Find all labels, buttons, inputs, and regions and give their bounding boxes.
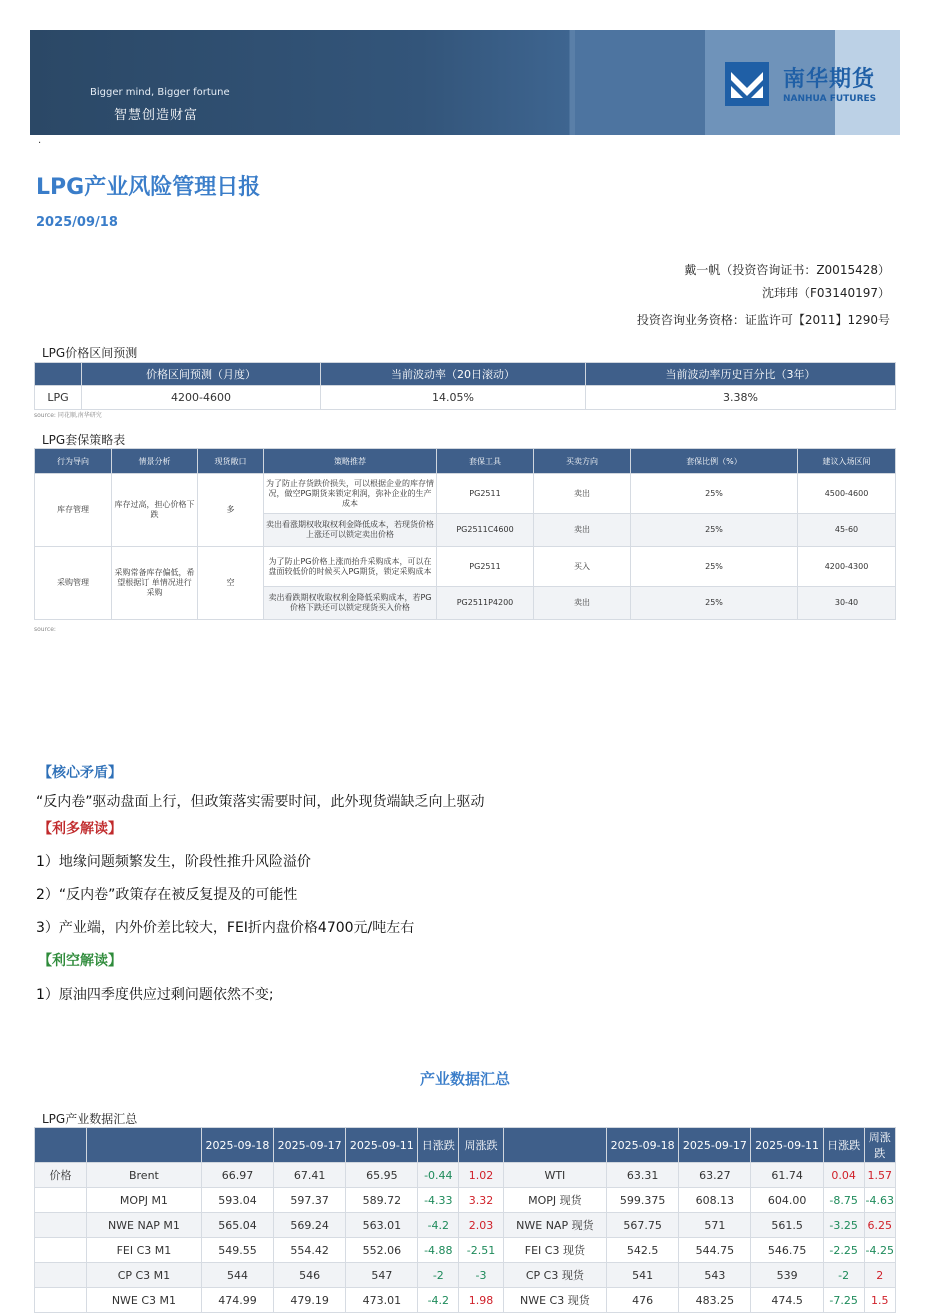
bearish-heading: 【利空解读】 xyxy=(38,953,122,969)
value-cell: 483.25 xyxy=(679,1288,751,1313)
value-cell: 589.72 xyxy=(346,1188,418,1213)
value-cell: 479.19 xyxy=(274,1288,346,1313)
value-cell: 547 xyxy=(346,1263,418,1288)
table-header: 日涨跌 xyxy=(823,1128,864,1163)
group-label-cell: 价格 xyxy=(35,1163,87,1188)
table-header: 2025-09-18 xyxy=(201,1128,273,1163)
value-cell: -2.51 xyxy=(459,1238,504,1263)
table-header: 当前波动率历史百分比（3年） xyxy=(586,363,896,386)
item-name-cell: CP C3 现货 xyxy=(503,1263,606,1288)
group-label-cell xyxy=(35,1188,87,1213)
summary-table-body xyxy=(35,1163,896,1313)
bullet-dot: · xyxy=(38,138,42,149)
group-label-cell xyxy=(35,1288,87,1313)
entry-cell: 45-60 xyxy=(798,514,896,547)
value-cell: 67.41 xyxy=(274,1163,346,1188)
value-cell: 563.01 xyxy=(346,1213,418,1238)
group-label-cell xyxy=(35,1238,87,1263)
value-cell: -2 xyxy=(418,1263,459,1288)
value-cell: 604.00 xyxy=(751,1188,823,1213)
value-cell: 565.04 xyxy=(201,1213,273,1238)
value-cell: -8.75 xyxy=(823,1188,864,1213)
ratio-cell: 25% xyxy=(631,587,798,620)
license-line: 投资咨询业务资格：证监许可【2011】1290号 xyxy=(636,313,890,327)
table-header: 买卖方向 xyxy=(534,449,631,474)
table-row xyxy=(35,1263,896,1288)
value-cell: 1.57 xyxy=(864,1163,895,1188)
table-header: 2025-09-17 xyxy=(679,1128,751,1163)
value-cell: 552.06 xyxy=(346,1238,418,1263)
bullish-item: 2）“反内卷”政策存在被反复提及的可能性 xyxy=(36,887,298,903)
value-cell: -4.63 xyxy=(864,1188,895,1213)
nanhua-logo-icon xyxy=(725,62,769,106)
table-row xyxy=(35,1163,896,1188)
price-range-table xyxy=(34,362,896,410)
bullish-heading: 【利多解读】 xyxy=(38,821,122,837)
value-cell: -2.25 xyxy=(823,1238,864,1263)
table-header: 2025-09-18 xyxy=(606,1128,678,1163)
item-name-cell: MOPJ M1 xyxy=(87,1188,202,1213)
table-header: 2025-09-17 xyxy=(274,1128,346,1163)
slogan-en: Bigger mind, Bigger fortune xyxy=(90,87,230,98)
value-cell: -0.44 xyxy=(418,1163,459,1188)
bullish-item: 1）地缘问题频繁发生，阶段性推升风险溢价 xyxy=(36,854,311,870)
strategy-cell: 为了防止存货跌价损失，可以根据企业的库存情况，做空PG期货来锁定利润，弥补企业的生产成本 xyxy=(264,474,437,514)
value-cell: 544 xyxy=(201,1263,273,1288)
direction-cell: 卖出 xyxy=(534,474,631,514)
value-cell: 3.32 xyxy=(459,1188,504,1213)
value-cell: 539 xyxy=(751,1263,823,1288)
strategy-cell: 为了防止PG价格上涨而抬升采购成本，可以在盘面较低价的时候买入PG期货，锁定采购成本 xyxy=(264,547,437,587)
table-cell: 3.38% xyxy=(586,386,896,410)
table-header: 策略推荐 xyxy=(264,449,437,474)
report-title: LPG产业风险管理日报 xyxy=(36,175,261,200)
value-cell: -4.33 xyxy=(418,1188,459,1213)
price-table-label: LPG价格区间预测 xyxy=(42,346,138,360)
ratio-cell: 25% xyxy=(631,547,798,587)
value-cell: 569.24 xyxy=(274,1213,346,1238)
item-name-cell: FEI C3 M1 xyxy=(87,1238,202,1263)
item-name-cell: NWE C3 M1 xyxy=(87,1288,202,1313)
scenario-cell: 库存过高，担心价格下跌 xyxy=(112,474,198,547)
header-banner xyxy=(30,30,900,135)
bullish-item: 3）产业端，内外价差比较大，FEI折内盘价格4700元/吨左右 xyxy=(36,920,415,936)
tool-cell: PG2511C4600 xyxy=(437,514,534,547)
table-header: 周涨跌 xyxy=(459,1128,504,1163)
behavior-cell: 库存管理 xyxy=(35,474,112,547)
table-row xyxy=(35,1288,896,1313)
item-name-cell: WTI xyxy=(503,1163,606,1188)
table-header: 周涨跌 xyxy=(864,1128,895,1163)
value-cell: -7.25 xyxy=(823,1288,864,1313)
value-cell: 0.04 xyxy=(823,1163,864,1188)
value-cell: 1.5 xyxy=(864,1288,895,1313)
value-cell: 63.31 xyxy=(606,1163,678,1188)
value-cell: 543 xyxy=(679,1263,751,1288)
value-cell: 544.75 xyxy=(679,1238,751,1263)
table-header: 价格区间预测（月度） xyxy=(82,363,321,386)
entry-cell: 4500-4600 xyxy=(798,474,896,514)
slogan-cn: 智慧创造财富 xyxy=(114,108,199,123)
industry-data-table xyxy=(34,1127,896,1313)
item-name-cell: MOPJ 现货 xyxy=(503,1188,606,1213)
summary-section-title: 产业数据汇总 xyxy=(419,1070,510,1088)
table-row xyxy=(35,386,896,410)
table-cell: 14.05% xyxy=(321,386,586,410)
value-cell: 593.04 xyxy=(201,1188,273,1213)
strategy-table-label: LPG套保策略表 xyxy=(42,433,126,447)
table-header: 行为导向 xyxy=(35,449,112,474)
value-cell: 542.5 xyxy=(606,1238,678,1263)
value-cell: 1.98 xyxy=(459,1288,504,1313)
tool-cell: PG2511P4200 xyxy=(437,587,534,620)
value-cell: 549.55 xyxy=(201,1238,273,1263)
value-cell: 6.25 xyxy=(864,1213,895,1238)
value-cell: -3 xyxy=(459,1263,504,1288)
table-header: 2025-09-11 xyxy=(346,1128,418,1163)
table-header: 日涨跌 xyxy=(418,1128,459,1163)
table-row xyxy=(35,1238,896,1263)
value-cell: -3.25 xyxy=(823,1213,864,1238)
table-header: 情景分析 xyxy=(112,449,198,474)
value-cell: -4.25 xyxy=(864,1238,895,1263)
author-line: 沈玮玮（F03140197） xyxy=(762,286,890,300)
value-cell: 599.375 xyxy=(606,1188,678,1213)
value-cell: 474.99 xyxy=(201,1288,273,1313)
value-cell: 65.95 xyxy=(346,1163,418,1188)
item-name-cell: Brent xyxy=(87,1163,202,1188)
ratio-cell: 25% xyxy=(631,514,798,547)
item-name-cell: NWE NAP M1 xyxy=(87,1213,202,1238)
table-header: 套保比例（%） xyxy=(631,449,798,474)
exposure-cell: 多 xyxy=(198,474,264,547)
value-cell: 63.27 xyxy=(679,1163,751,1188)
entry-cell: 30-40 xyxy=(798,587,896,620)
value-cell: 66.97 xyxy=(201,1163,273,1188)
company-logo xyxy=(725,60,895,110)
item-name-cell: NWE NAP 现货 xyxy=(503,1213,606,1238)
value-cell: 571 xyxy=(679,1213,751,1238)
item-name-cell: FEI C3 现货 xyxy=(503,1238,606,1263)
report-date: 2025/09/18 xyxy=(36,215,118,230)
value-cell: 597.37 xyxy=(274,1188,346,1213)
table-row xyxy=(35,474,896,514)
value-cell: 567.75 xyxy=(606,1213,678,1238)
table-row xyxy=(35,1188,896,1213)
source-note: source: 同花顺,南华研究 xyxy=(34,412,102,419)
ratio-cell: 25% xyxy=(631,474,798,514)
hedging-strategy-table xyxy=(34,448,896,620)
value-cell: -4.2 xyxy=(418,1288,459,1313)
logo-name-cn: 南华期货 xyxy=(783,67,876,92)
value-cell: 546.75 xyxy=(751,1238,823,1263)
value-cell: 61.74 xyxy=(751,1163,823,1188)
exposure-cell: 空 xyxy=(198,547,264,620)
banner-stripe xyxy=(575,30,705,135)
table-header xyxy=(87,1128,202,1163)
table-header: 2025-09-11 xyxy=(751,1128,823,1163)
value-cell: 474.5 xyxy=(751,1288,823,1313)
value-cell: 2 xyxy=(864,1263,895,1288)
bearish-item: 1）原油四季度供应过剩问题依然不变; xyxy=(36,987,274,1003)
core-contradiction-text: “反内卷”驱动盘面上行，但政策落实需要时间，此外现货端缺乏向上驱动 xyxy=(36,794,485,810)
value-cell: 554.42 xyxy=(274,1238,346,1263)
direction-cell: 卖出 xyxy=(534,514,631,547)
strategy-cell: 卖出看涨期权收取权利金降低成本，若现货价格上涨还可以锁定卖出价格 xyxy=(264,514,437,547)
value-cell: 608.13 xyxy=(679,1188,751,1213)
behavior-cell: 采购管理 xyxy=(35,547,112,620)
author-line: 戴一帆（投资咨询证书：Z0015428） xyxy=(684,263,890,277)
table-cell: 4200-4600 xyxy=(82,386,321,410)
value-cell: 561.5 xyxy=(751,1213,823,1238)
table-row xyxy=(35,1213,896,1238)
item-name-cell: NWE C3 现货 xyxy=(503,1288,606,1313)
logo-name-en: NANHUA FUTURES xyxy=(783,94,877,104)
tool-cell: PG2511 xyxy=(437,474,534,514)
core-contradiction-heading: 【核心矛盾】 xyxy=(38,765,122,781)
value-cell: -4.88 xyxy=(418,1238,459,1263)
strategy-cell: 卖出看跌期权收取权利金降低采购成本，若PG价格下跌还可以锁定现货买入价格 xyxy=(264,587,437,620)
table-cell: LPG xyxy=(35,386,82,410)
summary-table-label: LPG产业数据汇总 xyxy=(42,1112,138,1126)
value-cell: 546 xyxy=(274,1263,346,1288)
value-cell: -2 xyxy=(823,1263,864,1288)
group-label-cell xyxy=(35,1213,87,1238)
table-header xyxy=(35,1128,87,1163)
table-header xyxy=(35,363,82,386)
table-header: 现货敞口 xyxy=(198,449,264,474)
value-cell: 473.01 xyxy=(346,1288,418,1313)
direction-cell: 买入 xyxy=(534,547,631,587)
value-cell: 2.03 xyxy=(459,1213,504,1238)
table-header: 建议入场区间 xyxy=(798,449,896,474)
value-cell: 1.02 xyxy=(459,1163,504,1188)
value-cell: 541 xyxy=(606,1263,678,1288)
value-cell: -4.2 xyxy=(418,1213,459,1238)
tool-cell: PG2511 xyxy=(437,547,534,587)
direction-cell: 卖出 xyxy=(534,587,631,620)
table-header: 套保工具 xyxy=(437,449,534,474)
value-cell: 476 xyxy=(606,1288,678,1313)
table-header: 当前波动率（20日滚动） xyxy=(321,363,586,386)
scenario-cell: 采购常备库存偏低，希望根据订 单情况进行采购 xyxy=(112,547,198,620)
table-header xyxy=(503,1128,606,1163)
table-row xyxy=(35,547,896,587)
item-name-cell: CP C3 M1 xyxy=(87,1263,202,1288)
source-note: source: xyxy=(34,626,56,633)
group-label-cell xyxy=(35,1263,87,1288)
entry-cell: 4200-4300 xyxy=(798,547,896,587)
